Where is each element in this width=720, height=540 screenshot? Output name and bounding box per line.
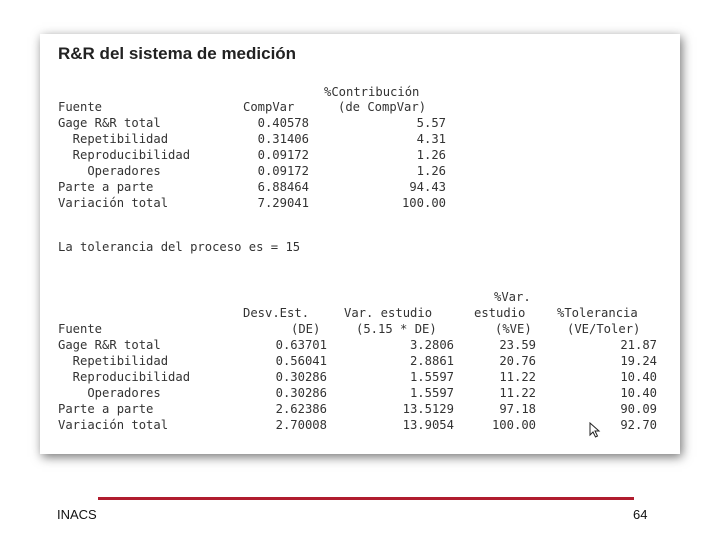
cell-var: 13.9054 <box>402 418 454 432</box>
header-pve: (%VE) <box>495 322 532 336</box>
cell-de: 2.70008 <box>275 418 327 432</box>
cell-pve: 97.18 <box>499 402 536 416</box>
cell-contrib: 1.26 <box>416 148 446 162</box>
header-varestudio: Var. estudio <box>344 306 433 320</box>
cell-tol: 90.09 <box>620 402 657 416</box>
table2-header-line3 <box>40 321 641 337</box>
cell-fuente: Repetibilidad <box>58 354 169 368</box>
cell-tol: 10.40 <box>620 370 657 384</box>
header-vetoler: (VE/Toler) <box>567 322 641 336</box>
header-fuente: Fuente <box>58 100 103 114</box>
cell-contrib: 1.26 <box>416 164 446 178</box>
header-desvest: Desv.Est. <box>243 306 310 320</box>
cell-compvar: 0.40578 <box>257 116 309 130</box>
tolerance-statement: La tolerancia del proceso es = 15 <box>58 240 301 254</box>
cell-fuente: Operadores <box>58 164 161 178</box>
cell-contrib: 5.57 <box>416 116 446 130</box>
header-estudio: estudio <box>474 306 526 320</box>
cell-de: 0.63701 <box>275 338 327 352</box>
cell-pve: 100.00 <box>491 418 536 432</box>
header-tolerancia: %Tolerancia <box>557 306 638 320</box>
header-contrib: (de CompVar) <box>338 100 427 114</box>
cell-fuente: Gage R&R total <box>58 338 161 352</box>
cell-contrib: 100.00 <box>401 196 446 210</box>
footer-org: INACS <box>57 507 97 522</box>
cell-fuente: Reproducibilidad <box>58 370 191 384</box>
table2-header-line1 <box>40 289 531 305</box>
header-compvar: CompVar <box>243 100 295 114</box>
cell-compvar: 6.88464 <box>257 180 309 194</box>
table1-header-top <box>40 84 420 100</box>
cell-tol: 92.70 <box>620 418 657 432</box>
cell-var: 2.8861 <box>409 354 454 368</box>
cell-fuente: Operadores <box>58 386 161 400</box>
table1-header <box>40 99 427 115</box>
cell-var: 1.5597 <box>409 370 454 384</box>
cell-var: 13.5129 <box>402 402 454 416</box>
cell-fuente: Variación total <box>58 196 169 210</box>
cell-contrib: 94.43 <box>409 180 446 194</box>
cell-pve: 23.59 <box>499 338 536 352</box>
cell-contrib: 4.31 <box>416 132 446 146</box>
cell-pve: 11.22 <box>499 386 536 400</box>
cell-fuente: Parte a parte <box>58 180 154 194</box>
page-number: 64 <box>633 507 648 522</box>
footer-divider <box>98 497 634 500</box>
cell-var: 3.2806 <box>409 338 454 352</box>
cell-de: 0.30286 <box>275 386 327 400</box>
cell-de: 2.62386 <box>275 402 327 416</box>
cell-de: 0.30286 <box>275 370 327 384</box>
cell-compvar: 0.09172 <box>257 148 309 162</box>
table2-header-line2 <box>40 305 638 321</box>
cell-fuente: Variación total <box>58 418 169 432</box>
cell-tol: 21.87 <box>620 338 657 352</box>
cell-fuente: Gage R&R total <box>58 116 161 130</box>
cell-var: 1.5597 <box>409 386 454 400</box>
cell-de: 0.56041 <box>275 354 327 368</box>
cell-pve: 20.76 <box>499 354 536 368</box>
cell-pve: 11.22 <box>499 370 536 384</box>
panel-title: R&R del sistema de medición <box>58 44 297 63</box>
cell-compvar: 0.09172 <box>257 164 309 178</box>
header-contrib-top: %Contribución <box>324 85 420 99</box>
header2-fuente: Fuente <box>58 322 103 336</box>
header-515de: (5.15 * DE) <box>356 322 437 336</box>
cell-tol: 10.40 <box>620 386 657 400</box>
cell-compvar: 0.31406 <box>257 132 309 146</box>
cell-tol: 19.24 <box>620 354 657 368</box>
cell-fuente: Parte a parte <box>58 402 154 416</box>
cell-fuente: Repetibilidad <box>58 132 169 146</box>
cell-compvar: 7.29041 <box>257 196 309 210</box>
header-pvar: %Var. <box>494 290 531 304</box>
output-panel <box>40 34 680 454</box>
header-de: (DE) <box>291 322 321 336</box>
mouse-pointer-icon <box>589 422 601 438</box>
cell-fuente: Reproducibilidad <box>58 148 191 162</box>
